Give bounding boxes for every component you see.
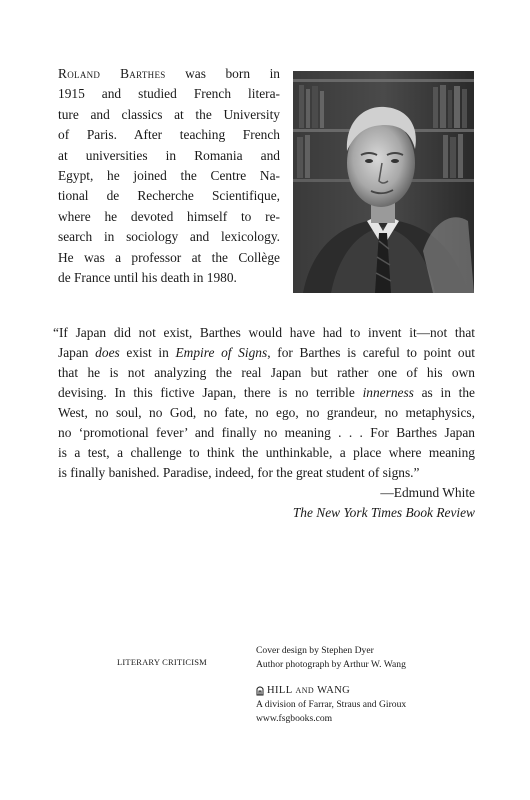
publisher-name: HILL AND WANG	[256, 684, 406, 698]
bio-line: ture and classics at the University	[58, 106, 280, 122]
bio-line: He was a professor at the Collège	[58, 249, 280, 265]
emphasis: does	[95, 345, 120, 360]
photo-credit: Author photograph by Arthur W. Wang	[256, 659, 406, 670]
bio-line: at universities in Romania and	[58, 147, 280, 163]
book-title: Empire of Signs	[175, 345, 268, 360]
quote-line: is a test, a challenge to think the unthinkable, a place where meaning	[58, 445, 475, 460]
quote-line: is finally banished. Paradise, indeed, for the great student of signs.”	[58, 465, 420, 480]
quote-line: no ‘promotional fever’ and finally no meaning . . . For Barthes Japan	[58, 425, 475, 440]
quote-author: —Edmund White	[380, 485, 475, 500]
bio-line: de France until his death in 1980.	[58, 270, 237, 286]
review-quote	[53, 323, 476, 523]
emphasis: innerness	[362, 385, 414, 400]
bio-line: tional de Recherche Scientifique,	[58, 188, 280, 204]
book-category: LITERARY CRITICISM	[117, 657, 207, 667]
quote-line: devising. In this fictive Japan, there is no terrible innerness as in the	[58, 385, 475, 400]
credits-block	[256, 644, 406, 726]
author-name: Roland Barthes	[58, 66, 166, 81]
publisher-website: www.fsgbooks.com	[256, 713, 333, 724]
bio-line: 1915 and studied French litera-	[58, 86, 280, 102]
quote-line: that he is not analyzing the real Japan but rather one of his own	[58, 365, 475, 380]
quote-line: West, no soul, no God, no fate, no ego, no grandeur, no metaphysics,	[58, 405, 475, 420]
bio-line: Roland Barthes was born in	[58, 66, 280, 81]
publisher-logo-icon	[256, 686, 264, 696]
author-photo	[293, 71, 474, 293]
quote-source: The New York Times Book Review	[292, 505, 475, 520]
bio-line: Egypt, he joined the Centre Na-	[58, 168, 280, 184]
author-portrait-illustration	[293, 71, 474, 293]
cover-design-credit: Cover design by Stephen Dyer	[256, 645, 374, 656]
bio-line: search in sociology and lexicology.	[58, 229, 280, 245]
bio-line: of Paris. After teaching French	[58, 127, 280, 143]
quote-line: Japan does exist in Empire of Signs, for Barthes is careful to point out	[58, 345, 476, 360]
author-bio	[58, 64, 280, 288]
quote-line: “If Japan did not exist, Barthes would have had to invent it—not that	[53, 325, 475, 340]
bio-line: where he devoted himself to re-	[58, 208, 280, 224]
publisher-division: A division of Farrar, Straus and Giroux	[256, 699, 407, 710]
